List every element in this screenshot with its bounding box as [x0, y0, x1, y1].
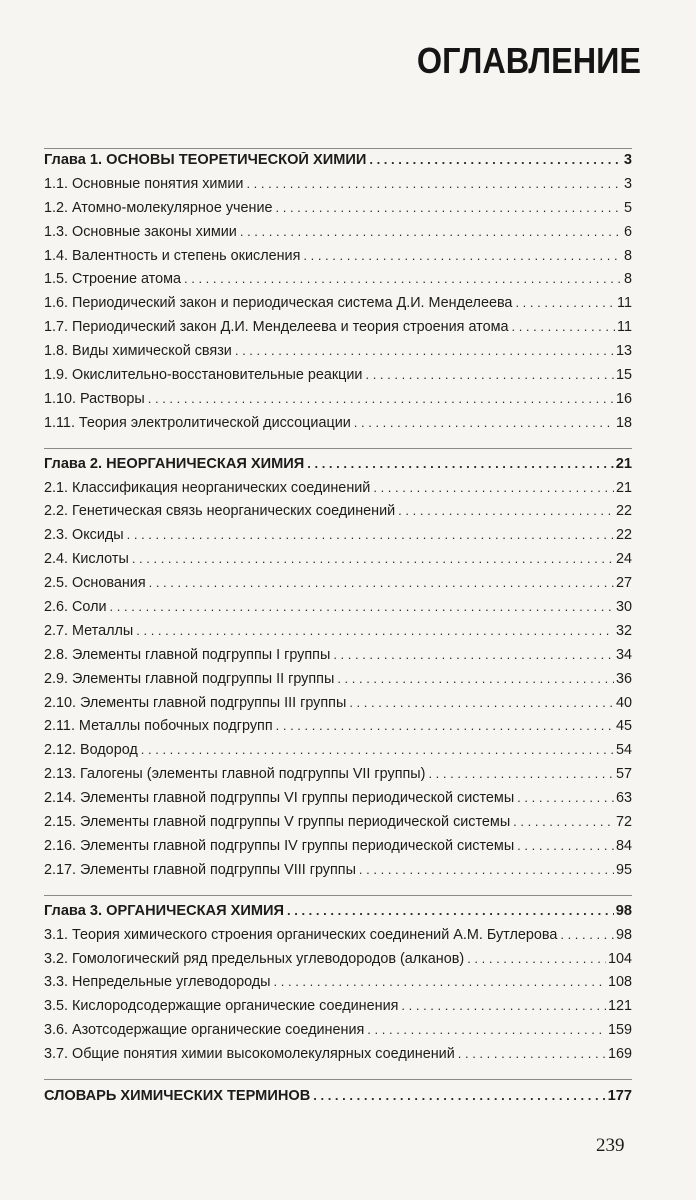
toc-entry[interactable]: [44, 838, 632, 862]
toc-entry[interactable]: [44, 951, 632, 975]
dot-leader: [359, 862, 614, 877]
dot-leader: [517, 790, 614, 805]
dot-leader: [235, 343, 614, 358]
divider: [44, 448, 632, 449]
toc-entry-label: 2.16. Элементы главной подгруппы IV группы периодической системы: [44, 837, 515, 854]
toc-entry-page-number: 36: [615, 670, 632, 687]
toc-entry-page-number: 72: [615, 814, 632, 831]
toc-entry[interactable]: [44, 527, 632, 551]
toc-entry[interactable]: [44, 551, 632, 575]
toc-entry-label: 2.5. Основания: [44, 575, 146, 592]
toc-entry-page-number: 3: [623, 175, 632, 192]
toc-entry-label: 1.7. Периодический закон Д.И. Менделеева и теория строения атома: [44, 319, 509, 336]
toc-entry-page-number: 5: [623, 199, 632, 216]
toc-entry-page-number: 34: [615, 646, 632, 663]
toc-entry[interactable]: [44, 766, 632, 790]
toc-entry-page-number: 30: [615, 599, 632, 616]
toc-entry-label: 2.11. Металлы побочных подгрупп: [44, 718, 273, 735]
toc-entry[interactable]: [44, 742, 632, 766]
toc-entry-page-number: 54: [615, 742, 632, 759]
toc-entry-page-number: 8: [623, 247, 632, 264]
dot-leader: [337, 671, 614, 686]
toc-entry-page-number: 169: [607, 1046, 632, 1063]
toc-entry-label: 2.15. Элементы главной подгруппы V группы периодической системы: [44, 814, 511, 831]
toc-entry[interactable]: [44, 974, 632, 998]
toc-entry-label: 2.12. Водород: [44, 742, 138, 759]
glossary-entry-label: СЛОВАРЬ ХИМИЧЕСКИХ ТЕРМИНОВ: [44, 1087, 311, 1104]
toc-entry[interactable]: [44, 295, 632, 319]
dot-leader: [313, 1088, 605, 1103]
chapter-section: [44, 456, 632, 886]
glossary-entry-page-number: 177: [607, 1087, 632, 1104]
toc-entry-label: 2.10. Элементы главной подгруппы III группы: [44, 694, 347, 711]
chapter-section: [44, 152, 632, 439]
dot-leader: [354, 415, 614, 430]
toc-entry-label: 1.3. Основные законы химии: [44, 223, 237, 240]
toc-entry[interactable]: [44, 224, 632, 248]
toc-entry-page-number: 13: [615, 343, 632, 360]
toc-entry-label: 1.5. Строение атома: [44, 271, 181, 288]
toc-entry[interactable]: [44, 367, 632, 391]
dot-leader: [240, 224, 622, 239]
toc-entry-page-number: 11: [617, 295, 632, 312]
toc-entry[interactable]: [44, 271, 632, 295]
toc-entry[interactable]: [44, 927, 632, 951]
dot-leader: [132, 551, 614, 566]
dot-leader: [184, 271, 622, 286]
toc-entry[interactable]: [44, 575, 632, 599]
toc-entry-label: 2.6. Соли: [44, 599, 107, 616]
toc-entry-page-number: 22: [615, 527, 632, 544]
dot-leader: [398, 503, 614, 518]
toc-entry[interactable]: [44, 200, 632, 224]
toc-entry[interactable]: [44, 1022, 632, 1046]
toc-entry[interactable]: [44, 998, 632, 1022]
toc-entry-page-number: 57: [615, 766, 632, 783]
toc-entry[interactable]: [44, 599, 632, 623]
toc-entry-label: 2.3. Оксиды: [44, 527, 124, 544]
dot-leader: [110, 599, 614, 614]
toc-entry-label: 2.7. Металлы: [44, 622, 134, 639]
dot-leader: [365, 367, 614, 382]
toc-entry[interactable]: [44, 415, 632, 439]
toc-entry-page-number: 40: [615, 694, 632, 711]
dot-leader: [274, 974, 606, 989]
toc-entry[interactable]: [44, 176, 632, 200]
toc-entry[interactable]: [44, 695, 632, 719]
dot-leader: [560, 927, 614, 942]
toc-entry-label: 2.17. Элементы главной подгруппы VIII группы: [44, 861, 356, 878]
dot-leader: [276, 718, 614, 733]
toc-entry-label: 1.4. Валентность и степень окисления: [44, 247, 301, 264]
chapter-heading-label: Глава 1. ОСНОВЫ ТЕОРЕТИЧЕСКОЙ ХИМИИ: [44, 152, 367, 168]
toc-entry-page-number: 27: [615, 575, 632, 592]
dot-leader: [517, 838, 614, 853]
toc-entry-page-number: 18: [615, 414, 632, 431]
toc-entry[interactable]: [44, 671, 632, 695]
toc-entry-label: 2.2. Генетическая связь неорганических соединений: [44, 503, 396, 520]
toc-entry-label: 3.7. Общие понятия химии высокомолекулярных соединений: [44, 1046, 455, 1063]
table-of-contents: [44, 148, 632, 1112]
dot-leader: [141, 742, 614, 757]
toc-entry[interactable]: [44, 790, 632, 814]
dot-leader: [428, 766, 614, 781]
toc-entry-label: 2.13. Галогены (элементы главной подгруппы VII группы): [44, 766, 426, 783]
toc-entry-label: 2.1. Классификация неорганических соединений: [44, 479, 371, 496]
toc-entry-page-number: 32: [615, 622, 632, 639]
chapter-heading-page-number: 3: [623, 152, 632, 168]
toc-entry[interactable]: [44, 814, 632, 838]
divider: [44, 1079, 632, 1080]
toc-entry[interactable]: [44, 319, 632, 343]
dot-leader: [369, 152, 622, 167]
toc-entry-label: 3.3. Непредельные углеводороды: [44, 974, 271, 991]
toc-entry-label: 2.4. Кислоты: [44, 551, 129, 568]
dot-leader: [349, 695, 614, 710]
divider: [44, 148, 632, 149]
toc-entry-page-number: 95: [615, 861, 632, 878]
toc-entry-label: 1.1. Основные понятия химии: [44, 175, 244, 192]
toc-entry[interactable]: [44, 503, 632, 527]
chapter-heading-label: Глава 2. НЕОРГАНИЧЕСКАЯ ХИМИЯ: [44, 455, 305, 472]
toc-entry[interactable]: [44, 1046, 632, 1070]
toc-entry-label: 2.8. Элементы главной подгруппы I группы: [44, 646, 331, 663]
dot-leader: [333, 647, 614, 662]
toc-entry-label: 3.5. Кислородсодержащие органические соединения: [44, 998, 399, 1015]
toc-entry-page-number: 45: [615, 718, 632, 735]
chapter-heading[interactable]: [44, 152, 632, 176]
toc-entry-page-number: 63: [615, 790, 632, 807]
toc-entry-page-number: 6: [623, 223, 632, 240]
glossary-entry[interactable]: [44, 1088, 632, 1112]
page-number: 239: [596, 1135, 625, 1156]
dot-leader: [287, 903, 614, 918]
chapter-heading-page-number: 21: [615, 455, 632, 472]
chapter-heading[interactable]: [44, 903, 632, 927]
toc-entry[interactable]: [44, 647, 632, 671]
toc-entry-page-number: 11: [617, 319, 632, 336]
dot-leader: [246, 176, 622, 191]
dot-leader: [367, 1022, 606, 1037]
toc-entry-label: 1.10. Растворы: [44, 390, 145, 407]
dot-leader: [148, 391, 614, 406]
toc-entry[interactable]: [44, 391, 632, 415]
toc-entry-label: 2.9. Элементы главной подгруппы II группы: [44, 670, 335, 687]
toc-entry[interactable]: [44, 718, 632, 742]
glossary-section: [44, 1088, 632, 1112]
toc-entry[interactable]: [44, 862, 632, 886]
dot-leader: [303, 248, 622, 263]
divider: [44, 895, 632, 896]
dot-leader: [127, 527, 614, 542]
toc-entry-label: 2.14. Элементы главной подгруппы VI группы периодической системы: [44, 790, 515, 807]
toc-entry-page-number: 22: [615, 503, 632, 520]
toc-entry-page-number: 98: [615, 926, 632, 943]
dot-leader: [513, 814, 614, 829]
dot-leader: [515, 295, 615, 310]
dot-leader: [401, 998, 606, 1013]
toc-entry[interactable]: [44, 480, 632, 504]
toc-entry-page-number: 159: [607, 1022, 632, 1039]
toc-entry-page-number: 84: [615, 837, 632, 854]
toc-entry-label: 1.11. Теория электролитической диссоциации: [44, 414, 351, 431]
toc-entry-label: 1.8. Виды химической связи: [44, 343, 232, 360]
dot-leader: [467, 951, 606, 966]
chapter-heading-page-number: 98: [615, 902, 632, 919]
toc-entry-page-number: 16: [615, 390, 632, 407]
toc-entry-label: 3.6. Азотсодержащие органические соединения: [44, 1022, 365, 1039]
toc-entry[interactable]: [44, 248, 632, 272]
toc-entry-page-number: 24: [615, 551, 632, 568]
toc-entry-label: 3.2. Гомологический ряд предельных углеводородов (алканов): [44, 950, 465, 967]
page-title: ОГЛАВЛЕНИЕ: [416, 40, 641, 81]
toc-entry-page-number: 15: [615, 367, 632, 384]
toc-entry-page-number: 121: [607, 998, 632, 1015]
chapter-heading-label: Глава 3. ОРГАНИЧЕСКАЯ ХИМИЯ: [44, 902, 284, 919]
chapter-heading[interactable]: [44, 456, 632, 480]
toc-entry[interactable]: [44, 623, 632, 647]
toc-entry-label: 1.9. Окислительно-восстановительные реакции: [44, 367, 363, 384]
dot-leader: [511, 319, 615, 334]
toc-entry[interactable]: [44, 343, 632, 367]
toc-entry-page-number: 21: [615, 479, 632, 496]
chapter-section: [44, 903, 632, 1070]
dot-leader: [307, 456, 614, 471]
dot-leader: [276, 200, 622, 215]
dot-leader: [458, 1046, 606, 1061]
dot-leader: [149, 575, 614, 590]
toc-entry-label: 3.1. Теория химического строения органических соединений А.М. Бутлерова: [44, 926, 558, 943]
toc-entry-label: 1.2. Атомно-молекулярное учение: [44, 199, 273, 216]
toc-entry-page-number: 8: [623, 271, 632, 288]
dot-leader: [136, 623, 614, 638]
toc-entry-page-number: 104: [607, 950, 632, 967]
toc-entry-label: 1.6. Периодический закон и периодическая система Д.И. Менделеева: [44, 295, 513, 312]
dot-leader: [373, 480, 614, 495]
toc-entry-page-number: 108: [607, 974, 632, 991]
